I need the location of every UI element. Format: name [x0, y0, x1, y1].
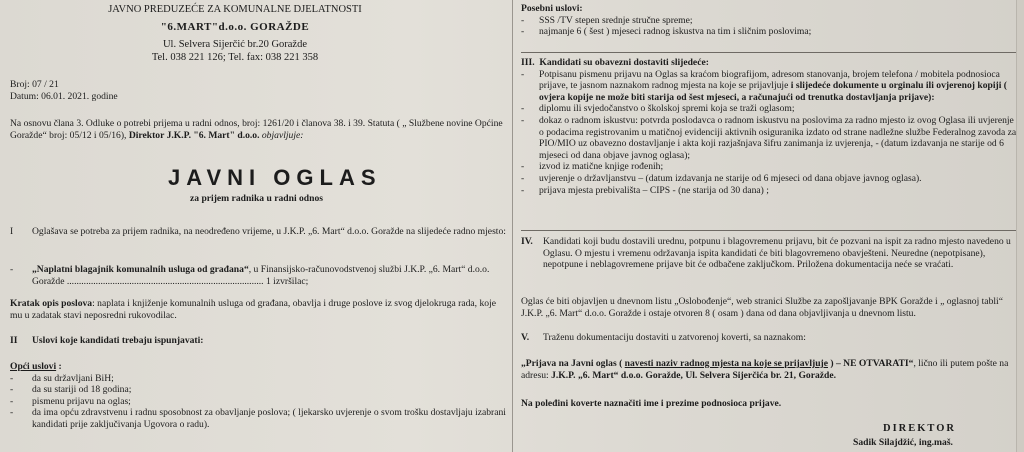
- list-item-text: uvjerenje o državljanstvu – (datum izdavanja ne starije od 6 mjeseci od dana objave javnog oglasa).: [539, 172, 922, 184]
- section-4-number: IV.: [521, 236, 533, 247]
- general-conditions-label: Opći uslovi: [10, 361, 57, 372]
- section-1: [10, 226, 507, 238]
- signature-title: DIREKTOR: [883, 423, 956, 434]
- list-item-text: da ima opću zdravstvenu i radnu sposobnost za obavljanje poslova; ( ljekarsko uvjerenje o svom trošku dostavljaju izabrani kandidati prije zaključivanja Ugovora o radu).: [32, 407, 506, 430]
- back-note: Na poleđini koverte naznačiti ime i prezime podnosioca prijave.: [521, 398, 782, 409]
- right-column: [512, 0, 1024, 452]
- section-2-number: II: [10, 335, 18, 346]
- list-item-text: izvod iz matične knjige rođenih;: [539, 161, 664, 173]
- intro-objavljuje: objavljuje:: [259, 129, 304, 141]
- intro-paragraph: [10, 118, 507, 141]
- job-description-text: : naplata i knjiženje komunalnih usluga od građana, obavlja i druge poslove iz svog djelokruga rada, koje mu u zadatak stavi neposredni rukovodilac.: [10, 298, 496, 321]
- list-item: - najmanje 6 ( šest ) mjeseci radnog iskustva na tim i sličnim poslovima;: [521, 26, 812, 38]
- general-conditions: [10, 361, 507, 431]
- letterhead: [70, 3, 400, 64]
- intro-text: Na osnovu člana 3. Odluke o potrebi prijema u radni odnos, broj: 1261/20 i članova 38. i 39. Statuta ( „ Službene novine Općine Goražde“ broj: 05/12 i 05/16),: [10, 118, 503, 141]
- doc-date: Datum: 06.01. 2021. godine: [10, 91, 118, 102]
- envelope-text-d: , lično ili putem pošte na adresu:: [521, 358, 1009, 381]
- list-item: - da su državljani BiH;: [10, 372, 114, 384]
- list-item: - dokaz o radnom iskustvu: potvrda poslodavca o radnom iskustvu na poslovima za radno mjesto iz ovog Oglasa ili uvjerenje o podacima registrovanim u matičnoj evidenciji aktivnih osiguranika izdato od strane nadležne službe Federalnog zavoda za PIO/MIO uz obavezno dostavljanje i akta koji razjašnjava šifru zanimanja iz uvjerenja, - (datum izdavanja ne starije od 6 mjeseci od dana objave javnog oglasa);: [521, 114, 1017, 161]
- section-5-number: V.: [521, 332, 530, 343]
- section-3: [521, 57, 1018, 196]
- list-item-bold-text: i slijedeće dokumente u orginalu ili ovjerenoj kopiji ( ovjera kopije ne može biti starija od šest mjeseci, a računajući od trenutka dostavljanja prijave):: [539, 80, 1007, 103]
- company-phone: Tel. 038 221 126; Tel. fax: 038 221 358: [151, 52, 319, 63]
- general-conditions-colon: :: [56, 361, 62, 372]
- special-conditions: [521, 3, 1018, 38]
- job-description: [10, 298, 507, 321]
- org-name: JAVNO PREDUZEĆE ZA KOMUNALNE DJELATNOSTI: [108, 4, 362, 15]
- position-item: [10, 264, 507, 287]
- section-3-title: Kandidati su obavezni dostaviti slijedeće:: [539, 57, 709, 68]
- company-address: Ul. Selvera Sijerčić br.20 Goražde: [162, 39, 308, 50]
- position-name: „Naplatni blagajnik komunalnih usluga od građana“: [32, 264, 249, 275]
- list-item-text: Potpisanu pismenu prijavu na Oglas sa kraćom biografijom, adresom stanovanja, brojem telefona / mobitela podnosioca prijave, te jasnom naznakom radnog mjesta na koje se prijavljuje: [539, 68, 1000, 92]
- section-3-number: III.: [521, 57, 535, 68]
- signature-name: Sadik Silajdžić, ing.maš.: [853, 437, 953, 448]
- section-2-title: Uslovi koje kandidati trebaju ispunjavati:: [32, 335, 204, 346]
- section-5-text: Traženu dokumentaciju dostaviti u zatvorenoj koverti, sa naznakom:: [543, 332, 806, 343]
- special-conditions-title: Posebni uslovi:: [521, 3, 583, 14]
- list-item: - da su stariji od 18 godina;: [10, 384, 132, 396]
- section-1-text: Oglašava se potreba za prijem radnika, na neodređeno vrijeme, u J.K.P. „6. Mart“ d.o.o. Goražde na slijedeće radno mjesto:: [32, 226, 506, 237]
- list-item-text: SSS /TV stepen srednje stručne spreme;: [539, 14, 693, 26]
- list-item: - da ima opću zdravstvenu i radnu sposobnost za obavljanje poslova; ( ljekarsko uvjerenje o svom trošku dostavljaju izabrani kandidati prije zaključivanja Ugovora o radu).: [10, 407, 506, 430]
- envelope-text-b: navesti naziv radnog mjesta na koje se prijavljuje: [624, 358, 828, 369]
- list-item-text: najmanje 6 ( šest ) mjeseci radnog iskustva na tim i sličnim poslovima;: [539, 26, 812, 38]
- list-item: - Potpisanu pismenu prijavu na Oglas sa kraćom biografijom, adresom stanovanja, brojem telefona / mobitela podnosioca prijave, te jasnom naznakom radnog mjesta na koje se prijavljuje i slijedeće dokumente u orginalu ili ovjerenoj kopiji ( ovjera kopije ne može biti starija od šest mjeseci, a računajući od trenutka dostavljanja prijave):: [521, 68, 1007, 103]
- section-5: [521, 332, 1018, 344]
- page-fold: [1016, 0, 1024, 452]
- envelope-instructions: [521, 358, 1018, 381]
- doc-number: Broj: 07 / 21: [10, 79, 59, 90]
- section-4-text: Kandidati koji budu dostavili urednu, potpunu i blagovremenu prijavu, bit će pozvani na ispit za radno mjesto navedeno u Oglasu. O mjestu i vremenu održavanja ispita kandidati će biti blagovremeno obavješteni. Neuredne (nepotpisane), nepotpune i neblagovremene prijave bit će odbačene zaključkom. Priložena dokumentacija neće se vraćati.: [543, 236, 1011, 271]
- envelope-text-a: „Prijava na Javni oglas (: [521, 358, 625, 369]
- position-dash: -: [10, 264, 14, 275]
- job-description-label: Kratak opis poslova: [10, 298, 93, 309]
- company-name: "6.MART"d.o.o. GORAŽDE: [160, 21, 310, 33]
- list-item: - izvod iz matične knjige rođenih;: [521, 161, 664, 173]
- list-item: - pismenu prijavu na oglas;: [10, 395, 131, 407]
- list-item: - diplomu ili svjedočanstvo o školskoj spremi koja se traži oglasom;: [521, 103, 795, 115]
- publication-note: Oglas će biti objavljen u dnevnom listu „Oslobođenje“, web stranici Službe za zapošljavanje BPK Goražde i „ oglasnoj tabli“ J.K.P. „6. Mart“ d.o.o. Goražde i ostaje otvoren 8 ( osam ) dana od dana objavljivanja u dnevnom listu.: [521, 296, 1003, 319]
- list-item-text: da su stariji od 18 godina;: [32, 384, 132, 396]
- position-rest: , u Finansijsko-računovodstvenoj službi J.K.P. „6. Mart“ d.o.o. Goražde .................................................................................. 1 izvršilac;: [32, 264, 490, 287]
- section-1-number: I: [10, 226, 14, 237]
- list-item: - SSS /TV stepen srednje stručne spreme;: [521, 14, 693, 26]
- section-4: [521, 236, 1018, 271]
- intro-director: Direktor J.K.P. "6. Mart" d.o.o.: [128, 129, 260, 141]
- list-item-text: pismenu prijavu na oglas;: [32, 395, 131, 407]
- page-title: JAVNI OGLAS: [168, 165, 382, 190]
- page-subtitle: za prijem radnika u radni odnos: [190, 193, 324, 204]
- list-item-text: diplomu ili svjedočanstvo o školskoj spremi koja se traži oglasom;: [539, 103, 795, 115]
- list-item-text: dokaz o radnom iskustvu: potvrda poslodavca o radnom iskustvu na poslovima za radno mjesto iz ovog Oglasa ili uvjerenje o podacima registrovanim u matičnoj evidenciji aktivnih osiguranika izdato od strane nadležne službe Federalnog zavoda za PIO/MIO uz obavezno dostavljanje i akta koji razjašnjava šifru zanimanja iz uvjerenja, - (datum izdavanja ne starije od 6 mjeseci od dana objave javnog oglasa);: [539, 114, 1017, 161]
- list-item: - prijava mjesta prebivališta – CIPS - (ne starija od 30 dana) ;: [521, 184, 769, 196]
- list-item: - uvjerenje o državljanstvu – (datum izdavanja ne starije od 6 mjeseci od dana objave javnog oglasa).: [521, 172, 922, 184]
- list-item-text: da su državljani BiH;: [32, 372, 114, 384]
- section-2-heading: [10, 335, 507, 347]
- envelope-text-c: ) – NE OTVARATI“: [828, 358, 914, 369]
- envelope-text-e: J.K.P. „6. Mart“ d.o.o. Goražde, Ul. Selvera Sijerčića br. 21, Goražde.: [551, 369, 837, 381]
- list-item-text: prijava mjesta prebivališta – CIPS - (ne starija od 30 dana) ;: [539, 184, 769, 196]
